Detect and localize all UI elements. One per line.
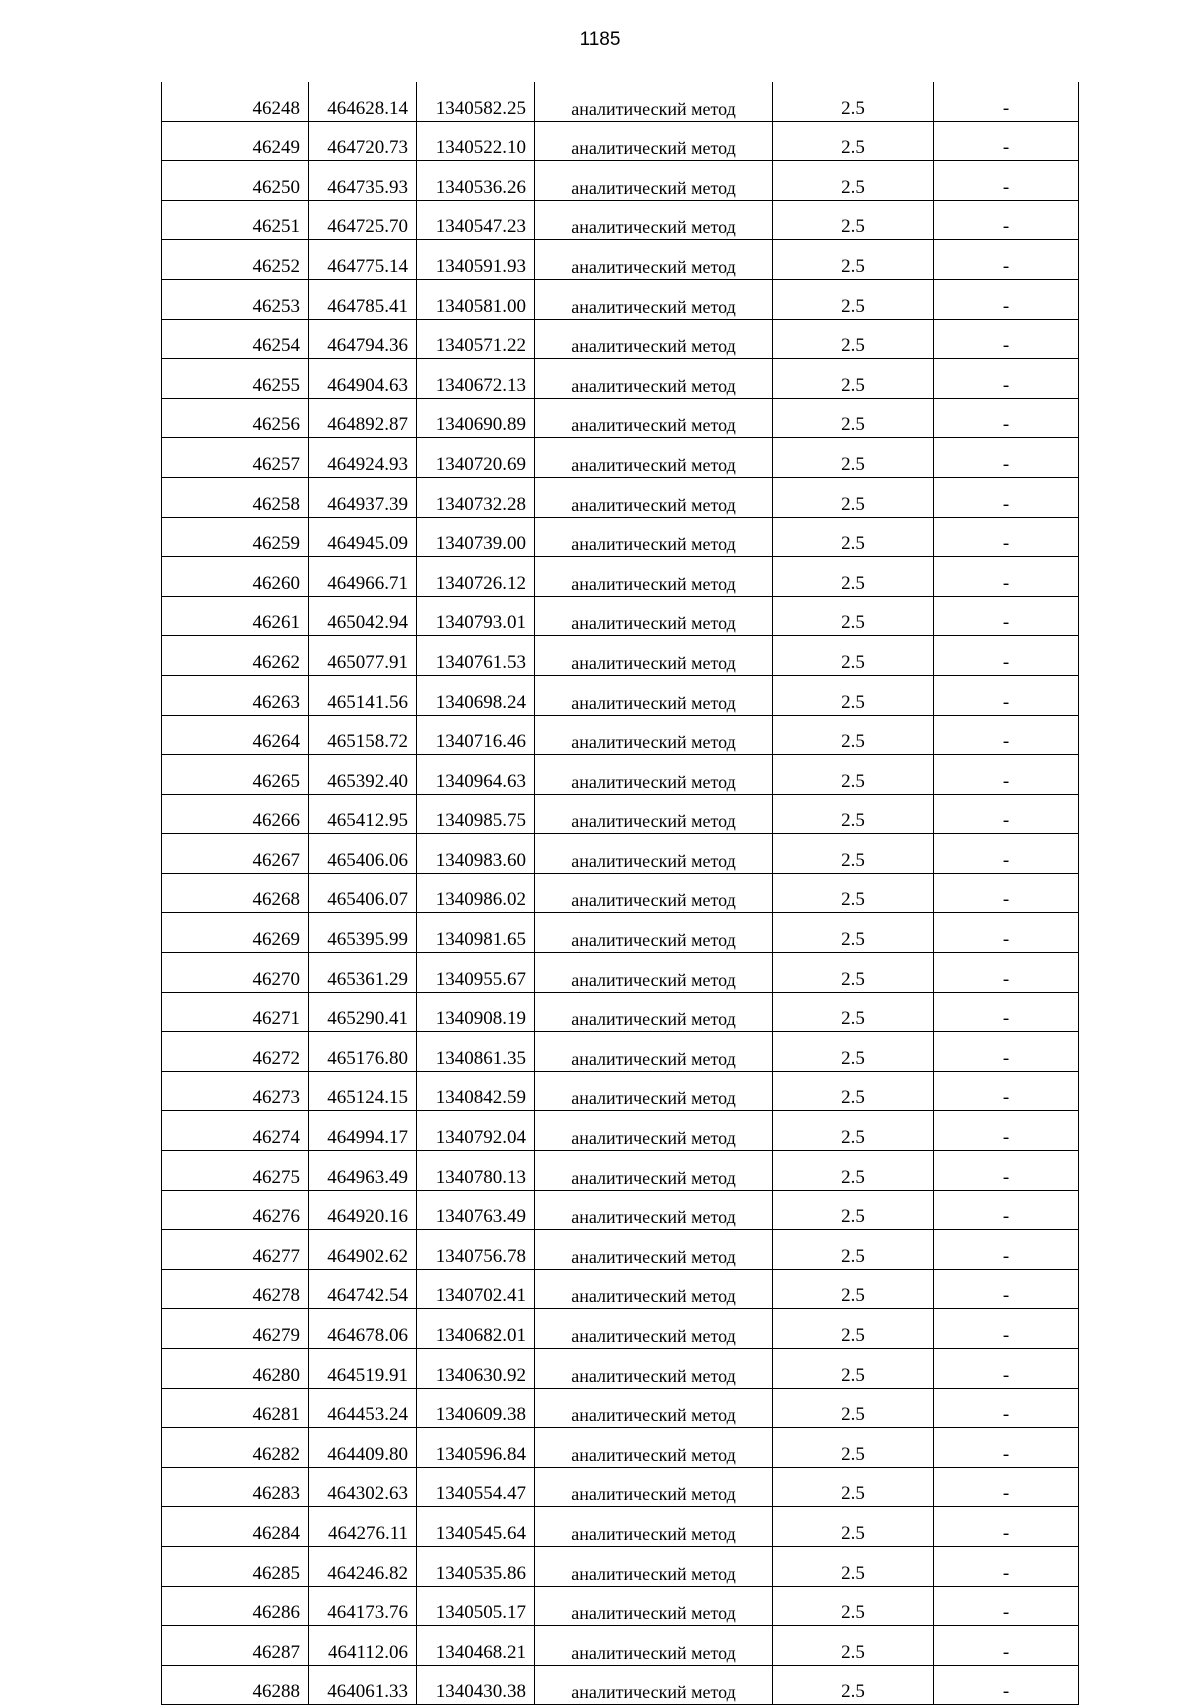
accuracy-cell: 2.5 — [773, 279, 934, 319]
y-coordinate-cell: 1340780.13 — [417, 1151, 535, 1191]
y-coordinate-cell: 1340981.65 — [417, 913, 535, 953]
x-coordinate-cell: 464061.33 — [309, 1665, 417, 1705]
y-coordinate-cell: 1340581.00 — [417, 279, 535, 319]
y-coordinate-cell: 1340702.41 — [417, 1269, 535, 1309]
table-row — [162, 596, 1079, 636]
note-cell: - — [934, 1190, 1079, 1230]
table-row — [162, 1586, 1079, 1626]
y-coordinate-cell: 1340732.28 — [417, 477, 535, 517]
method-cell: аналитический метод — [535, 279, 773, 319]
table-row — [162, 1428, 1079, 1468]
note-cell: - — [934, 82, 1079, 121]
table-row — [162, 359, 1079, 399]
y-coordinate-cell: 1340983.60 — [417, 834, 535, 874]
note-cell: - — [934, 913, 1079, 953]
point-number-cell: 46279 — [162, 1309, 309, 1349]
x-coordinate-cell: 464945.09 — [309, 517, 417, 557]
accuracy-cell: 2.5 — [773, 1269, 934, 1309]
accuracy-cell: 2.5 — [773, 1309, 934, 1349]
table-row — [162, 1230, 1079, 1270]
y-coordinate-cell: 1340591.93 — [417, 240, 535, 280]
note-cell: - — [934, 1467, 1079, 1507]
note-cell: - — [934, 873, 1079, 913]
accuracy-cell: 2.5 — [773, 359, 934, 399]
table-row — [162, 1626, 1079, 1666]
accuracy-cell: 2.5 — [773, 477, 934, 517]
note-cell: - — [934, 438, 1079, 478]
x-coordinate-cell: 464409.80 — [309, 1428, 417, 1468]
accuracy-cell: 2.5 — [773, 1586, 934, 1626]
point-number-cell: 46282 — [162, 1428, 309, 1468]
table-row — [162, 279, 1079, 319]
table-row — [162, 1467, 1079, 1507]
method-cell: аналитический метод — [535, 636, 773, 676]
point-number-cell: 46264 — [162, 715, 309, 755]
accuracy-cell: 2.5 — [773, 794, 934, 834]
note-cell: - — [934, 1032, 1079, 1072]
table-row — [162, 477, 1079, 517]
point-number-cell: 46254 — [162, 319, 309, 359]
table-row — [162, 1309, 1079, 1349]
x-coordinate-cell: 464112.06 — [309, 1626, 417, 1666]
x-coordinate-cell: 464924.93 — [309, 438, 417, 478]
table-row — [162, 953, 1079, 993]
x-coordinate-cell: 465392.40 — [309, 755, 417, 795]
accuracy-cell: 2.5 — [773, 953, 934, 993]
y-coordinate-cell: 1340761.53 — [417, 636, 535, 676]
method-cell: аналитический метод — [535, 1349, 773, 1389]
point-number-cell: 46272 — [162, 1032, 309, 1072]
point-number-cell: 46287 — [162, 1626, 309, 1666]
y-coordinate-cell: 1340698.24 — [417, 675, 535, 715]
x-coordinate-cell: 465124.15 — [309, 1071, 417, 1111]
point-number-cell: 46274 — [162, 1111, 309, 1151]
method-cell: аналитический метод — [535, 1032, 773, 1072]
y-coordinate-cell: 1340682.01 — [417, 1309, 535, 1349]
x-coordinate-cell: 464725.70 — [309, 200, 417, 240]
accuracy-cell: 2.5 — [773, 636, 934, 676]
point-number-cell: 46286 — [162, 1586, 309, 1626]
method-cell: аналитический метод — [535, 200, 773, 240]
table-row — [162, 1151, 1079, 1191]
note-cell: - — [934, 398, 1079, 438]
method-cell: аналитический метод — [535, 834, 773, 874]
point-number-cell: 46250 — [162, 161, 309, 201]
note-cell: - — [934, 1269, 1079, 1309]
note-cell: - — [934, 1665, 1079, 1705]
y-coordinate-cell: 1340596.84 — [417, 1428, 535, 1468]
note-cell: - — [934, 1586, 1079, 1626]
x-coordinate-cell: 464276.11 — [309, 1507, 417, 1547]
point-number-cell: 46284 — [162, 1507, 309, 1547]
table-row — [162, 1665, 1079, 1705]
y-coordinate-cell: 1340571.22 — [417, 319, 535, 359]
note-cell: - — [934, 1111, 1079, 1151]
method-cell: аналитический метод — [535, 715, 773, 755]
accuracy-cell: 2.5 — [773, 675, 934, 715]
coordinates-table-container — [161, 82, 1078, 1705]
point-number-cell: 46280 — [162, 1349, 309, 1389]
y-coordinate-cell: 1340792.04 — [417, 1111, 535, 1151]
table-row — [162, 715, 1079, 755]
y-coordinate-cell: 1340505.17 — [417, 1586, 535, 1626]
method-cell: аналитический метод — [535, 1626, 773, 1666]
accuracy-cell: 2.5 — [773, 1665, 934, 1705]
accuracy-cell: 2.5 — [773, 1071, 934, 1111]
x-coordinate-cell: 465290.41 — [309, 992, 417, 1032]
x-coordinate-cell: 464892.87 — [309, 398, 417, 438]
note-cell: - — [934, 1388, 1079, 1428]
point-number-cell: 46256 — [162, 398, 309, 438]
point-number-cell: 46249 — [162, 121, 309, 161]
method-cell: аналитический метод — [535, 953, 773, 993]
y-coordinate-cell: 1340609.38 — [417, 1388, 535, 1428]
note-cell: - — [934, 319, 1079, 359]
table-row — [162, 1349, 1079, 1389]
y-coordinate-cell: 1340554.47 — [417, 1467, 535, 1507]
table-row — [162, 200, 1079, 240]
x-coordinate-cell: 465077.91 — [309, 636, 417, 676]
x-coordinate-cell: 465412.95 — [309, 794, 417, 834]
note-cell: - — [934, 240, 1079, 280]
method-cell: аналитический метод — [535, 398, 773, 438]
accuracy-cell: 2.5 — [773, 1032, 934, 1072]
table-row — [162, 319, 1079, 359]
y-coordinate-cell: 1340908.19 — [417, 992, 535, 1032]
y-coordinate-cell: 1340430.38 — [417, 1665, 535, 1705]
accuracy-cell: 2.5 — [773, 1388, 934, 1428]
x-coordinate-cell: 464173.76 — [309, 1586, 417, 1626]
accuracy-cell: 2.5 — [773, 1190, 934, 1230]
point-number-cell: 46260 — [162, 557, 309, 597]
accuracy-cell: 2.5 — [773, 438, 934, 478]
x-coordinate-cell: 465158.72 — [309, 715, 417, 755]
accuracy-cell: 2.5 — [773, 240, 934, 280]
note-cell: - — [934, 1626, 1079, 1666]
note-cell: - — [934, 1151, 1079, 1191]
accuracy-cell: 2.5 — [773, 596, 934, 636]
table-row — [162, 992, 1079, 1032]
note-cell: - — [934, 1349, 1079, 1389]
point-number-cell: 46269 — [162, 913, 309, 953]
method-cell: аналитический метод — [535, 1111, 773, 1151]
x-coordinate-cell: 464453.24 — [309, 1388, 417, 1428]
note-cell: - — [934, 1230, 1079, 1270]
point-number-cell: 46248 — [162, 82, 309, 121]
accuracy-cell: 2.5 — [773, 319, 934, 359]
accuracy-cell: 2.5 — [773, 873, 934, 913]
method-cell: аналитический метод — [535, 1230, 773, 1270]
point-number-cell: 46288 — [162, 1665, 309, 1705]
y-coordinate-cell: 1340582.25 — [417, 82, 535, 121]
accuracy-cell: 2.5 — [773, 1467, 934, 1507]
x-coordinate-cell: 464775.14 — [309, 240, 417, 280]
method-cell: аналитический метод — [535, 1428, 773, 1468]
note-cell: - — [934, 477, 1079, 517]
y-coordinate-cell: 1340955.67 — [417, 953, 535, 993]
point-number-cell: 46276 — [162, 1190, 309, 1230]
method-cell: аналитический метод — [535, 438, 773, 478]
table-row — [162, 438, 1079, 478]
accuracy-cell: 2.5 — [773, 398, 934, 438]
point-number-cell: 46278 — [162, 1269, 309, 1309]
x-coordinate-cell: 464902.62 — [309, 1230, 417, 1270]
point-number-cell: 46258 — [162, 477, 309, 517]
table-row — [162, 913, 1079, 953]
table-row — [162, 873, 1079, 913]
method-cell: аналитический метод — [535, 517, 773, 557]
x-coordinate-cell: 464994.17 — [309, 1111, 417, 1151]
y-coordinate-cell: 1340756.78 — [417, 1230, 535, 1270]
x-coordinate-cell: 464735.93 — [309, 161, 417, 201]
y-coordinate-cell: 1340547.23 — [417, 200, 535, 240]
x-coordinate-cell: 465406.06 — [309, 834, 417, 874]
note-cell: - — [934, 834, 1079, 874]
coordinates-table — [161, 82, 1079, 1705]
accuracy-cell: 2.5 — [773, 1546, 934, 1586]
accuracy-cell: 2.5 — [773, 161, 934, 201]
x-coordinate-cell: 464937.39 — [309, 477, 417, 517]
method-cell: аналитический метод — [535, 1071, 773, 1111]
note-cell: - — [934, 1428, 1079, 1468]
accuracy-cell: 2.5 — [773, 200, 934, 240]
accuracy-cell: 2.5 — [773, 834, 934, 874]
note-cell: - — [934, 517, 1079, 557]
x-coordinate-cell: 465141.56 — [309, 675, 417, 715]
page-number: 1185 — [579, 29, 621, 50]
method-cell: аналитический метод — [535, 873, 773, 913]
x-coordinate-cell: 464785.41 — [309, 279, 417, 319]
x-coordinate-cell: 464678.06 — [309, 1309, 417, 1349]
x-coordinate-cell: 464904.63 — [309, 359, 417, 399]
x-coordinate-cell: 465176.80 — [309, 1032, 417, 1072]
accuracy-cell: 2.5 — [773, 1230, 934, 1270]
note-cell: - — [934, 279, 1079, 319]
point-number-cell: 46265 — [162, 755, 309, 795]
y-coordinate-cell: 1340468.21 — [417, 1626, 535, 1666]
accuracy-cell: 2.5 — [773, 1151, 934, 1191]
y-coordinate-cell: 1340842.59 — [417, 1071, 535, 1111]
y-coordinate-cell: 1340986.02 — [417, 873, 535, 913]
note-cell: - — [934, 715, 1079, 755]
accuracy-cell: 2.5 — [773, 992, 934, 1032]
note-cell: - — [934, 1309, 1079, 1349]
accuracy-cell: 2.5 — [773, 1111, 934, 1151]
accuracy-cell: 2.5 — [773, 121, 934, 161]
x-coordinate-cell: 464963.49 — [309, 1151, 417, 1191]
note-cell: - — [934, 1507, 1079, 1547]
table-row — [162, 557, 1079, 597]
method-cell: аналитический метод — [535, 1665, 773, 1705]
note-cell: - — [934, 121, 1079, 161]
method-cell: аналитический метод — [535, 794, 773, 834]
x-coordinate-cell: 465406.07 — [309, 873, 417, 913]
table-row — [162, 82, 1079, 121]
method-cell: аналитический метод — [535, 319, 773, 359]
point-number-cell: 46266 — [162, 794, 309, 834]
method-cell: аналитический метод — [535, 557, 773, 597]
y-coordinate-cell: 1340522.10 — [417, 121, 535, 161]
accuracy-cell: 2.5 — [773, 755, 934, 795]
table-row — [162, 240, 1079, 280]
method-cell: аналитический метод — [535, 675, 773, 715]
table-row — [162, 1546, 1079, 1586]
accuracy-cell: 2.5 — [773, 1626, 934, 1666]
point-number-cell: 46285 — [162, 1546, 309, 1586]
table-row — [162, 834, 1079, 874]
method-cell: аналитический метод — [535, 477, 773, 517]
note-cell: - — [934, 1071, 1079, 1111]
y-coordinate-cell: 1340535.86 — [417, 1546, 535, 1586]
method-cell: аналитический метод — [535, 1546, 773, 1586]
method-cell: аналитический метод — [535, 82, 773, 121]
point-number-cell: 46271 — [162, 992, 309, 1032]
x-coordinate-cell: 464920.16 — [309, 1190, 417, 1230]
method-cell: аналитический метод — [535, 1309, 773, 1349]
note-cell: - — [934, 161, 1079, 201]
table-row — [162, 161, 1079, 201]
method-cell: аналитический метод — [535, 1467, 773, 1507]
accuracy-cell: 2.5 — [773, 557, 934, 597]
table-row — [162, 517, 1079, 557]
point-number-cell: 46251 — [162, 200, 309, 240]
note-cell: - — [934, 200, 1079, 240]
note-cell: - — [934, 596, 1079, 636]
table-row — [162, 1071, 1079, 1111]
point-number-cell: 46270 — [162, 953, 309, 993]
method-cell: аналитический метод — [535, 121, 773, 161]
accuracy-cell: 2.5 — [773, 715, 934, 755]
method-cell: аналитический метод — [535, 913, 773, 953]
point-number-cell: 46259 — [162, 517, 309, 557]
x-coordinate-cell: 464742.54 — [309, 1269, 417, 1309]
y-coordinate-cell: 1340985.75 — [417, 794, 535, 834]
point-number-cell: 46281 — [162, 1388, 309, 1428]
note-cell: - — [934, 953, 1079, 993]
table-row — [162, 794, 1079, 834]
table-row — [162, 755, 1079, 795]
method-cell: аналитический метод — [535, 1388, 773, 1428]
point-number-cell: 46257 — [162, 438, 309, 478]
y-coordinate-cell: 1340739.00 — [417, 517, 535, 557]
y-coordinate-cell: 1340716.46 — [417, 715, 535, 755]
point-number-cell: 46275 — [162, 1151, 309, 1191]
point-number-cell: 46277 — [162, 1230, 309, 1270]
table-row — [162, 1032, 1079, 1072]
table-row — [162, 1507, 1079, 1547]
method-cell: аналитический метод — [535, 1507, 773, 1547]
point-number-cell: 46255 — [162, 359, 309, 399]
table-row — [162, 675, 1079, 715]
note-cell: - — [934, 636, 1079, 676]
point-number-cell: 46253 — [162, 279, 309, 319]
table-row — [162, 121, 1079, 161]
note-cell: - — [934, 1546, 1079, 1586]
method-cell: аналитический метод — [535, 161, 773, 201]
x-coordinate-cell: 464519.91 — [309, 1349, 417, 1389]
x-coordinate-cell: 465395.99 — [309, 913, 417, 953]
point-number-cell: 46263 — [162, 675, 309, 715]
y-coordinate-cell: 1340726.12 — [417, 557, 535, 597]
accuracy-cell: 2.5 — [773, 913, 934, 953]
table-row — [162, 1111, 1079, 1151]
y-coordinate-cell: 1340720.69 — [417, 438, 535, 478]
x-coordinate-cell: 464966.71 — [309, 557, 417, 597]
point-number-cell: 46273 — [162, 1071, 309, 1111]
x-coordinate-cell: 464246.82 — [309, 1546, 417, 1586]
x-coordinate-cell: 464302.63 — [309, 1467, 417, 1507]
x-coordinate-cell: 464794.36 — [309, 319, 417, 359]
method-cell: аналитический метод — [535, 596, 773, 636]
method-cell: аналитический метод — [535, 1151, 773, 1191]
point-number-cell: 46261 — [162, 596, 309, 636]
y-coordinate-cell: 1340964.63 — [417, 755, 535, 795]
note-cell: - — [934, 794, 1079, 834]
point-number-cell: 46252 — [162, 240, 309, 280]
table-body — [162, 82, 1079, 1705]
point-number-cell: 46268 — [162, 873, 309, 913]
note-cell: - — [934, 557, 1079, 597]
method-cell: аналитический метод — [535, 1586, 773, 1626]
accuracy-cell: 2.5 — [773, 1428, 934, 1468]
note-cell: - — [934, 992, 1079, 1032]
method-cell: аналитический метод — [535, 240, 773, 280]
method-cell: аналитический метод — [535, 359, 773, 399]
table-row — [162, 636, 1079, 676]
table-row — [162, 1190, 1079, 1230]
y-coordinate-cell: 1340672.13 — [417, 359, 535, 399]
point-number-cell: 46267 — [162, 834, 309, 874]
table-row — [162, 1269, 1079, 1309]
note-cell: - — [934, 755, 1079, 795]
x-coordinate-cell: 465361.29 — [309, 953, 417, 993]
y-coordinate-cell: 1340536.26 — [417, 161, 535, 201]
table-row — [162, 398, 1079, 438]
accuracy-cell: 2.5 — [773, 517, 934, 557]
accuracy-cell: 2.5 — [773, 1349, 934, 1389]
accuracy-cell: 2.5 — [773, 1507, 934, 1547]
method-cell: аналитический метод — [535, 1269, 773, 1309]
y-coordinate-cell: 1340630.92 — [417, 1349, 535, 1389]
y-coordinate-cell: 1340763.49 — [417, 1190, 535, 1230]
x-coordinate-cell: 465042.94 — [309, 596, 417, 636]
point-number-cell: 46283 — [162, 1467, 309, 1507]
note-cell: - — [934, 359, 1079, 399]
point-number-cell: 46262 — [162, 636, 309, 676]
x-coordinate-cell: 464720.73 — [309, 121, 417, 161]
y-coordinate-cell: 1340861.35 — [417, 1032, 535, 1072]
x-coordinate-cell: 464628.14 — [309, 82, 417, 121]
method-cell: аналитический метод — [535, 755, 773, 795]
note-cell: - — [934, 675, 1079, 715]
table-row — [162, 1388, 1079, 1428]
method-cell: аналитический метод — [535, 1190, 773, 1230]
accuracy-cell: 2.5 — [773, 82, 934, 121]
y-coordinate-cell: 1340690.89 — [417, 398, 535, 438]
method-cell: аналитический метод — [535, 992, 773, 1032]
y-coordinate-cell: 1340545.64 — [417, 1507, 535, 1547]
y-coordinate-cell: 1340793.01 — [417, 596, 535, 636]
